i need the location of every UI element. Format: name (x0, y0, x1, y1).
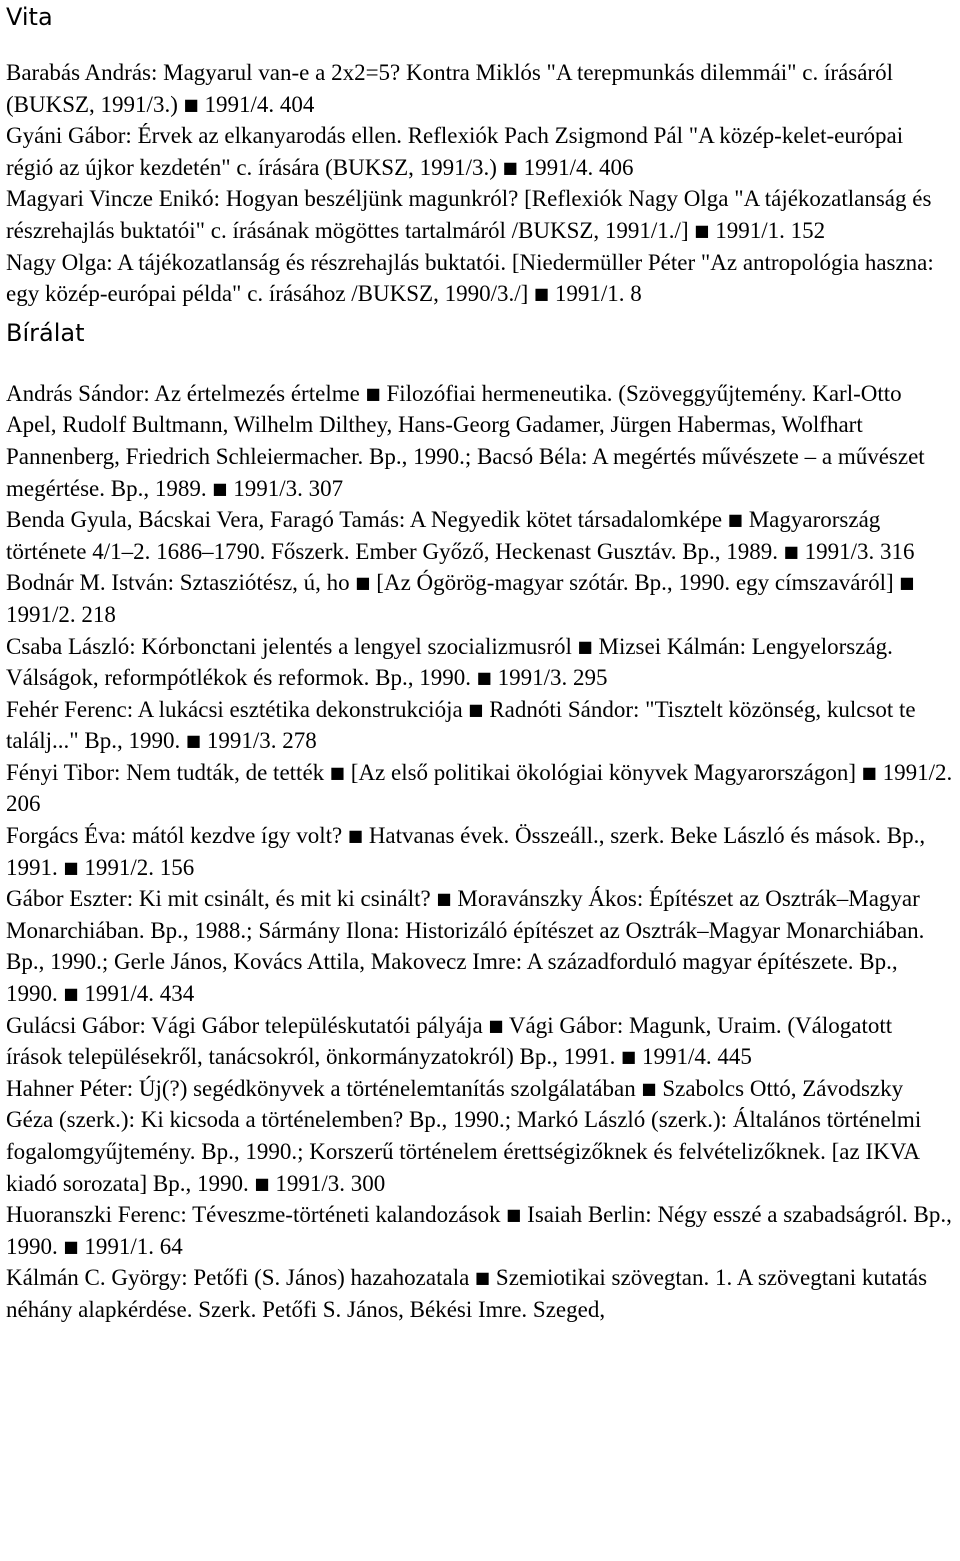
entry-list (6, 378, 954, 1326)
entry-page-ref: 1991/1. 64 (84, 1233, 183, 1259)
entry-text: Filozófiai hermeneutika. (Szöveggyűjtemény. Karl-Otto Apel, Rudolf Bultmann, Wilhelm Dilthey, Hans-Georg Gadamer, Jürgen Habermas, Wolfhart Pannenberg, Friedrich Schleiermacher. Bp., 1990.; Bacsó Béla: A megértés művészete – a művészet megértése. Bp., 1989. (6, 380, 925, 501)
bibliography-entry (6, 1262, 954, 1325)
bibliography-entry (6, 820, 954, 883)
entry-text: 1991/1. 152 (715, 217, 826, 243)
square-separator-icon: ■ (899, 573, 915, 593)
entry-page-ref: 1991/4. 445 (641, 1044, 752, 1070)
entry-text: Moravánszky Ákos: Építészet az Osztrák–Magyar Monarchiában. Bp., 1988.; Sármány Ilona: Historizáló építészet az Osztrák–Magyar Monarchiában. Bp., 1990.; Gerle János, Kovács Attila, Makovecz Imre: A századforduló magyar építészete. Bp., 1990. (6, 886, 925, 1007)
square-separator-icon: ■ (621, 1047, 637, 1067)
bibliography-entry (6, 247, 954, 310)
bibliography-entry (6, 694, 954, 757)
entry-text: 1991/4. 406 (523, 154, 634, 180)
entry-page-ref: 1991/2. 206 (6, 759, 953, 817)
entry-text: Forgács Éva: mától kezdve így volt? (6, 823, 343, 849)
square-separator-icon: ■ (861, 762, 877, 782)
bibliography-entry (6, 1073, 954, 1199)
square-separator-icon: ■ (506, 1205, 522, 1225)
entry-text: Isaiah Berlin: Négy esszé a szabadságról. Bp., 1990. (6, 1202, 952, 1259)
entry-text: András Sándor: Az értelmezés értelme (6, 380, 360, 406)
entry-text: Magyari Vincze Enikó: Hogyan beszéljünk magunkról? [Reflexiók Nagy Olga "A tájékozatlanság és részrehajlás buktatói" c. írásának mögöttes tartalmáról /BUKSZ, 1991/1./] (6, 186, 932, 243)
bibliography-entry (6, 883, 954, 1009)
entry-text: Szemiotikai szövegtan. 1. A szövegtani kutatás néhány alapkérdése. Szerk. Petőfi S. János, Békési Imre. Szeged, (6, 1265, 928, 1322)
square-separator-icon: ■ (183, 94, 199, 114)
square-separator-icon: ■ (476, 668, 492, 688)
square-separator-icon: ■ (475, 1268, 491, 1288)
entry-text: Vági Gábor: Magunk, Uraim. (Válogatott írások településekről, tanácsokról, önkormányzatokról) Bp., 1991. (6, 1012, 893, 1070)
entry-text: Fényi Tibor: Nem tudták, de tették (6, 759, 325, 785)
entry-text: Csaba László: Kórbonctani jelentés a lengyel szocializmusról (6, 633, 572, 659)
entry-text: Fehér Ferenc: A lukácsi esztétika dekonstrukciója (6, 696, 463, 722)
entry-text: Mizsei Kálmán: Lengyelország. Válságok, reformpótlékok és reformok. Bp., 1990. (6, 633, 893, 691)
square-separator-icon: ■ (185, 731, 202, 751)
entry-text: Hatvanas évek. Összeáll., szerk. Beke László és mások. Bp., 1991. (6, 823, 926, 880)
entry-text: [Az első politikai ökológiai könyvek Magyarországon] (350, 759, 857, 785)
square-separator-icon: ■ (641, 1078, 657, 1098)
entry-text: Huoranszki Ferenc: Téveszme-történeti kalandozások (6, 1202, 501, 1228)
entry-text: [Az Ógörög-magyar szótár. Bp., 1990. egy címszaváról] (376, 570, 894, 596)
entry-text: Gyáni Gábor: Érvek az elkanyarodás ellen. Reflexiók Pach Zsigmond Pál "A közép-kelet-európai régió az újkor kezdetén" c. írására (BUKSZ, 1991/3.) (6, 123, 904, 180)
bibliography-entry (6, 567, 954, 630)
bibliography-entry (6, 183, 954, 246)
square-separator-icon: ■ (534, 284, 550, 304)
entry-text: Szabolcs Ottó, Závodszky Géza (szerk.): Ki kicsoda a történelemben? Bp., 1990.; Markó László (szerk.): Általános történelmi fogalomgyűjtemény. Bp., 1990.; Korszerű történelem érettségizőknek és felvételizőknek. [az IKVA kiadó sorozata] Bp., 1990. (6, 1075, 922, 1196)
sections-container (6, 0, 954, 1326)
entry-page-ref: 1991/4. 434 (84, 981, 195, 1007)
square-separator-icon: ■ (468, 699, 484, 719)
entry-page-ref: 1991/3. 307 (233, 475, 344, 501)
square-separator-icon: ■ (727, 510, 743, 530)
entry-list (6, 57, 954, 310)
entry-page-ref: 1991/2. 218 (6, 601, 116, 627)
square-separator-icon: ■ (63, 984, 79, 1004)
bibliography-entry (6, 1199, 954, 1262)
section-heading: Bírálat (6, 318, 85, 347)
entry-text: 1991/1. 8 (554, 281, 642, 307)
square-separator-icon: ■ (355, 573, 371, 593)
entry-text: Kálmán C. György: Petőfi (S. János) hazahozatala (6, 1265, 470, 1291)
bibliography-entry (6, 57, 954, 120)
square-separator-icon: ■ (212, 478, 228, 498)
bibliography-entry (6, 504, 954, 567)
bibliography-entry (6, 1010, 954, 1073)
square-separator-icon: ■ (254, 1173, 270, 1193)
square-separator-icon: ■ (502, 157, 518, 177)
entry-page-ref: 1991/3. 295 (497, 665, 608, 691)
entry-text: Nagy Olga: A tájékozatlanság és részrehajlás buktatói. [Niedermüller Péter "Az antropológia haszna: egy közép-európai példa" c. írásához /BUKSZ, 1990/3./] (6, 249, 934, 307)
entry-text: Benda Gyula, Bácskai Vera, Faragó Tamás: A Negyedik kötet társadalomképe (6, 507, 723, 533)
bibliography-entry (6, 631, 954, 694)
entry-text: Gábor Eszter: Ki mit csinált, és mit ki csinált? (6, 886, 431, 912)
entry-page-ref: 1991/3. 278 (206, 728, 317, 754)
square-separator-icon: ■ (694, 220, 710, 240)
square-separator-icon: ■ (63, 1236, 79, 1256)
square-separator-icon: ■ (436, 889, 452, 909)
square-separator-icon: ■ (365, 383, 381, 403)
entry-text: Hahner Péter: Új(?) segédkönyvek a történelemtanítás szolgálatában (6, 1075, 636, 1101)
entry-text: Bodnár M. István: Sztasziótész, ú, ho (6, 570, 350, 596)
entry-text: 1991/4. 404 (204, 91, 315, 117)
square-separator-icon: ■ (488, 1015, 504, 1035)
entry-text: Barabás András: Magyarul van-e a 2x2=5? Kontra Miklós "A terepmunkás dilemmái" c. írásáról (BUKSZ, 1991/3.) (6, 60, 893, 117)
square-separator-icon: ■ (329, 762, 346, 782)
entry-page-ref: 1991/2. 156 (84, 854, 195, 880)
bibliography-entry (6, 757, 954, 820)
square-separator-icon: ■ (347, 826, 364, 846)
section-heading: Vita (6, 3, 53, 31)
bibliography-entry (6, 378, 954, 504)
square-separator-icon: ■ (577, 636, 593, 656)
entry-text: Magyarország története 4/1–2. 1686–1790. Főszerk. Ember Győző, Heckenast Gusztáv. Bp., 1989. (6, 507, 881, 564)
entry-text: Radnóti Sándor: "Tisztelt közönség, kulcsot te találj..." Bp., 1990. (6, 696, 916, 754)
entry-text: Gulácsi Gábor: Vági Gábor településkutatói pályája (6, 1012, 483, 1038)
square-separator-icon: ■ (783, 541, 799, 561)
square-separator-icon: ■ (63, 857, 79, 877)
entry-page-ref: 1991/3. 300 (275, 1170, 386, 1196)
bibliography-entry (6, 120, 954, 183)
entry-page-ref: 1991/3. 316 (804, 538, 915, 564)
